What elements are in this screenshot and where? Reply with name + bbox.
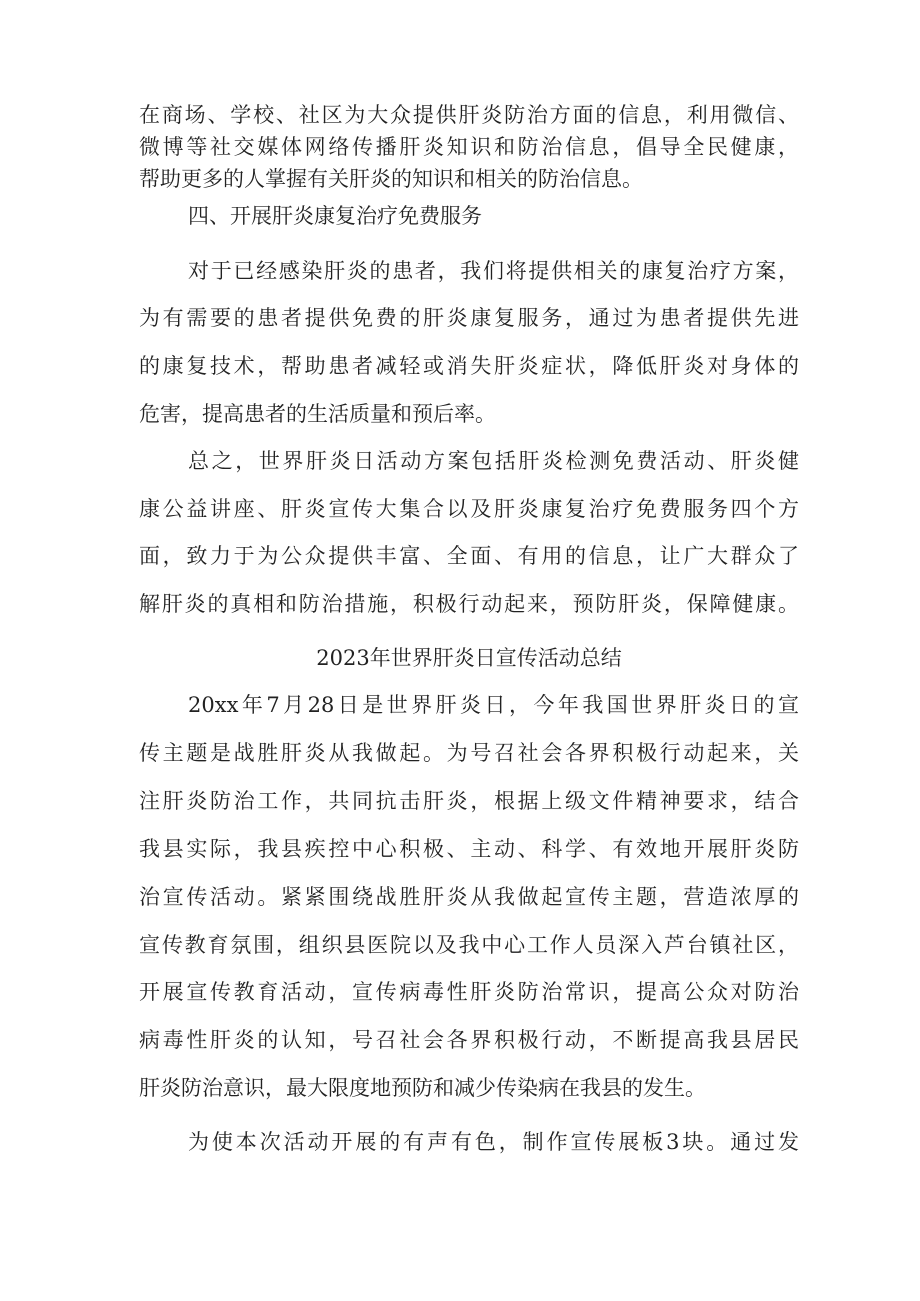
paragraph-line: 开展宣传教育活动，宣传病毒性肝炎防治常识，提高公众对防治 <box>139 980 799 1004</box>
paragraph-line: 传主题是战胜肝炎从我做起。为号召社会各界积极行动起来，关 <box>139 741 799 765</box>
paragraph-line: 对于已经感染肝炎的患者，我们将提供相关的康复治疗方案， <box>188 259 799 283</box>
paragraph-line: 为有需要的患者提供免费的肝炎康复服务，通过为患者提供先进 <box>139 306 799 330</box>
paragraph-line: 总之，世界肝炎日活动方案包括肝炎检测免费活动、肝炎健 <box>188 449 799 473</box>
paragraph-line: 宣传教育氛围，组织县医院以及我中心工作人员深入芦台镇社区， <box>139 933 799 957</box>
paragraph-line: 在商场、学校、社区为大众提供肝炎防治方面的信息，利用微信、 <box>139 103 799 127</box>
paragraph-line: 帮助更多的人掌握有关肝炎的知识和相关的防治信息。 <box>139 167 643 191</box>
paragraph-line: 面，致力于为公众提供丰富、全面、有用的信息，让广大群众了 <box>139 544 799 568</box>
paragraph-line: 危害，提高患者的生活质量和预后率。 <box>139 402 496 426</box>
paragraph-line: 为使本次活动开展的有声有色，制作宣传展板3块。通过发 <box>188 1130 799 1154</box>
section-heading: 四、开展肝炎康复治疗免费服务 <box>188 204 482 228</box>
paragraph-line: 肝炎防治意识，最大限度地预防和减少传染病在我县的发生。 <box>139 1076 706 1100</box>
paragraph-line: 解肝炎的真相和防治措施，积极行动起来，预防肝炎，保障健康。 <box>139 592 799 616</box>
paragraph-line: 治宣传活动。紧紧围绕战胜肝炎从我做起宣传主题，营造浓厚的 <box>139 885 799 909</box>
paragraph-line: 微博等社交媒体网络传播肝炎知识和防治信息，倡导全民健康， <box>139 135 799 159</box>
paragraph-line: 注肝炎防治工作，共同抗击肝炎，根据上级文件精神要求，结合 <box>139 789 799 813</box>
paragraph-line: 病毒性肝炎的认知，号召社会各界积极行动，不断提高我县居民 <box>139 1028 799 1052</box>
paragraph-line: 20xx年7月28日是世界肝炎日，今年我国世界肝炎日的宣 <box>188 693 799 717</box>
section-title: 2023年世界肝炎日宣传活动总结 <box>316 646 622 670</box>
paragraph-line: 康公益讲座、肝炎宣传大集合以及肝炎康复治疗免费服务四个方 <box>139 497 799 521</box>
paragraph-line: 我县实际，我县疾控中心积极、主动、科学、有效地开展肝炎防 <box>139 837 799 861</box>
paragraph-line: 的康复技术，帮助患者减轻或消失肝炎症状，降低肝炎对身体的 <box>139 354 799 378</box>
